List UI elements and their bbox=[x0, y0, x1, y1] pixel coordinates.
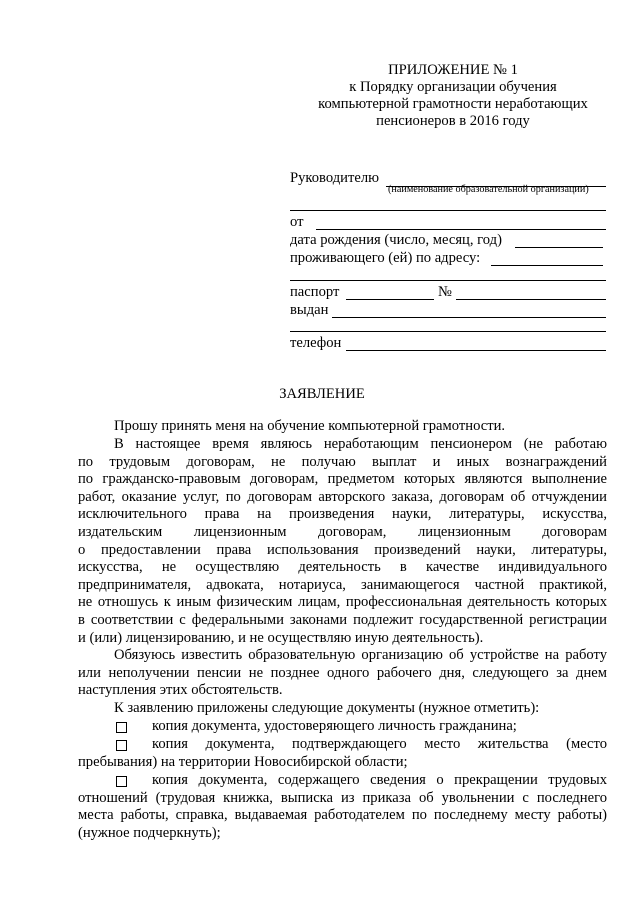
phone-field[interactable] bbox=[346, 350, 606, 351]
text-line: или неполучении пенсии не позднее одного рабочего дня, следующего за днем bbox=[78, 664, 607, 681]
applicant-name-line[interactable] bbox=[290, 210, 606, 211]
text-line: в соответствии с федеральными законами подлежит государственной регистрации bbox=[78, 611, 607, 628]
text-line: издательским лицензионным договорам, лицензионным договорам bbox=[78, 523, 607, 540]
birth-date-field[interactable] bbox=[515, 247, 603, 248]
birth-date-label: дата рождения (число, месяц, год) bbox=[290, 232, 502, 248]
text-line: по гражданско-правовым договорам, предметом которых являются выполнение bbox=[78, 471, 607, 488]
text-line: К заявлению приложены следующие документы (нужное отметить): bbox=[114, 700, 540, 716]
organization-hint: (наименование образовательной организации) bbox=[388, 184, 589, 195]
text-line: работ, оказание услуг, по договорам авторского заказа, договорам об отчуждении bbox=[78, 488, 607, 505]
issued-label: выдан bbox=[290, 302, 329, 318]
text-line: (нужное подчеркнуть); bbox=[78, 824, 221, 841]
text-line: по трудовым договорам, не получаю выплат и иных вознаграждений bbox=[78, 453, 607, 470]
text-line: копия документа, содержащего сведения о прекращении трудовых bbox=[152, 772, 607, 788]
attachment-2-checkbox[interactable] bbox=[116, 740, 127, 751]
text-line: не отношусь к иным физическим лицам, профессиональная деятельность которых bbox=[78, 594, 607, 611]
passport-number-field[interactable] bbox=[456, 299, 606, 300]
text-line: копия документа, удостоверяющего личность гражданина; bbox=[152, 718, 517, 734]
appendix-line-3: пенсионеров в 2016 году bbox=[376, 113, 530, 129]
text-line: пребывания) на территории Новосибирской области; bbox=[78, 753, 408, 770]
statement-heading: ЗАЯВЛЕНИЕ bbox=[279, 386, 365, 402]
passport-label: паспорт bbox=[290, 284, 340, 300]
text-line: копия документа, подтверждающего место жительства (место bbox=[152, 736, 607, 752]
phone-label: телефон bbox=[290, 335, 342, 351]
text-line: искусства, не осуществляю деятельность в качестве индивидуального bbox=[78, 559, 607, 576]
passport-number-label: № bbox=[438, 284, 452, 300]
text-line: и (или) лицензированию, и не осуществляю иную деятельность). bbox=[78, 629, 484, 646]
paragraph-request bbox=[78, 418, 607, 436]
address-label: проживающего (ей) по адресу: bbox=[290, 250, 481, 266]
text-line: Обязуюсь известить образовательную организацию об устройстве на работу bbox=[114, 647, 607, 663]
text-line: отношений (трудовая книжка, выписка из приказа об увольнении с последнего bbox=[78, 789, 607, 806]
text-line: предпринимателя, адвоката, нотариуса, занимающегося частной практикой, bbox=[78, 576, 607, 593]
text-line: В настоящее время являюсь неработающим пенсионером (не работаю bbox=[114, 436, 607, 452]
from-field[interactable] bbox=[316, 229, 606, 230]
attachment-item-3 bbox=[78, 772, 607, 842]
text-line: Прошу принять меня на обучение компьютерной грамотности. bbox=[114, 418, 506, 434]
appendix-title: ПРИЛОЖЕНИЕ № 1 bbox=[388, 62, 518, 78]
attachment-3-checkbox[interactable] bbox=[116, 776, 127, 787]
appendix-header bbox=[300, 62, 606, 130]
issued-field[interactable] bbox=[332, 317, 606, 318]
appendix-line-1: к Порядку организации обучения bbox=[349, 79, 557, 95]
passport-series-field[interactable] bbox=[346, 299, 434, 300]
appendix-line-2: компьютерной грамотности неработающих bbox=[318, 96, 588, 112]
attachment-item-1 bbox=[78, 718, 607, 736]
address-field-line-2[interactable] bbox=[290, 280, 606, 281]
text-line: о предоставлении права использования произведений науки, литературы, bbox=[78, 541, 607, 558]
attachment-item-2 bbox=[78, 736, 607, 771]
from-label: от bbox=[290, 214, 304, 230]
attachment-1-checkbox[interactable] bbox=[116, 722, 127, 733]
address-field[interactable] bbox=[491, 265, 603, 266]
to-label: Руководителю bbox=[290, 170, 380, 186]
paragraph-pensioner-status bbox=[78, 436, 607, 647]
text-line: наступления этих обстоятельств. bbox=[78, 682, 283, 699]
issued-field-line-2[interactable] bbox=[290, 331, 606, 332]
paragraph-obligation bbox=[78, 647, 607, 700]
text-line: исключительного права на произведения науки, литературы, искусства, bbox=[78, 506, 607, 523]
paragraph-attachments-intro bbox=[78, 700, 607, 718]
text-line: места работы, справка, выдаваемая работодателем по последнему месту работы) bbox=[78, 807, 607, 824]
